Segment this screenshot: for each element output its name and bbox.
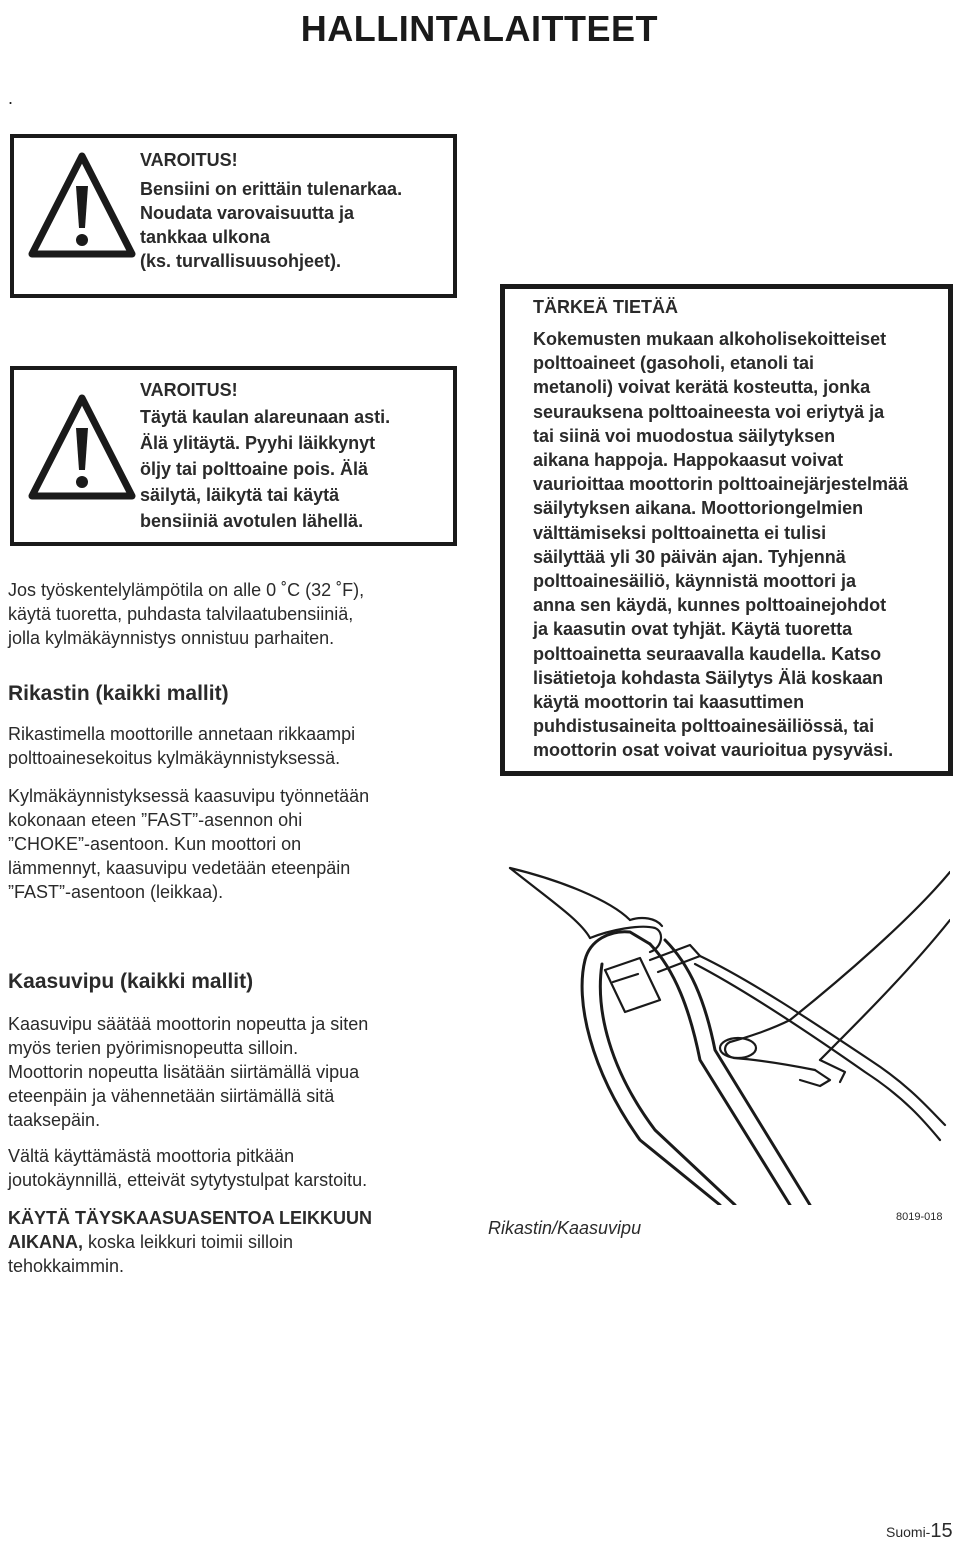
warning-box-filling	[10, 366, 457, 546]
info-text: Kokemusten mukaan alkoholisekoitteiset polttoaineet (gasoholi, etanoli tai metanoli) voivat kerätä kosteutta, jonka seurauksena polttoaineesta voi eriytyä ja tai siinä voi muodostua säilytyksen aikana happoja. Happokaasut voivat vaurioittaa moottorin polttoainejärjestelmää säilytyksen aikana. Moottoriongelmien välttämiseksi polttoainetta ei tulisi säilyttää yli 30 päivän ajan. Tyhjennä polttoainesäiliö, käynnistä moottori ja anna sen käydä, kunnes polttoainejohdot ja kaasutin ovat tyhjät. Käytä tuoretta polttoainetta seuraavalla kaudella. Katso lisätietoja kohdasta Säilytys Älä koskaan käytä moottorin tai kaasuttimen puhdistusaineita polttoainesäiliössä, tai moottorin osat voivat vaurioitua pysyväsi.	[533, 329, 909, 761]
choke-throttle-illustration	[490, 860, 950, 1205]
winter-fuel-paragraph: Jos työskentelylämpötila on alle 0 ˚C (32 ˚F), käytä tuoretta, puhdasta talvilaatubensiiniä, jolla kylmäkäynnistys onnistuu parhaiten.	[8, 580, 365, 648]
full-throttle-emphasis: KÄYTÄ TÄYSKAASUASENTOA LEIKKUUN AIKANA,	[8, 1208, 373, 1252]
choke-paragraph-2: Kylmäkäynnistyksessä kaasuvipu työnnetään kokonaan eteen ”FAST”-asennon ohi ”CHOKE”-asentoon. Kun moottori on lämmennyt, kaasuvipu vedetään eteenpäin ”FAST”-asentoon (leikkaa).	[8, 786, 370, 902]
warning-text: Bensiini on erittäin tulenarkaa. Noudata varovaisuutta ja tankkaa ulkona (ks. turvallisuusohjeet).	[140, 179, 403, 271]
full-throttle-rest: koska leikkuri toimii silloin tehokkaimmin.	[8, 1232, 294, 1276]
choke-heading: Rikastin (kaikki mallit)	[8, 682, 229, 705]
page-footer	[886, 1520, 953, 1543]
throttle-paragraph-3	[8, 1206, 478, 1278]
warning-text: Täytä kaulan alareunaan asti. Älä ylitäytä. Pyyhi läikkynyt öljy tai polttoaine pois. Älä säilytä, läikytä tai käytä bensiiniä avotulen lähellä.	[140, 407, 391, 531]
figure-caption: Rikastin/Kaasuvipu	[488, 1218, 642, 1238]
warning-title: VAROITUS!	[140, 150, 238, 170]
warning-triangle-icon	[26, 150, 138, 262]
page-number: 15	[930, 1520, 953, 1542]
throttle-paragraph-1: Kaasuvipu säätää moottorin nopeutta ja siten myös terien pyörimisnopeutta silloin. Moottorin nopeutta lisätään siirtämällä vipua eteenpäin ja vähennetään siirtämällä sitä taaksepäin.	[8, 1014, 369, 1130]
throttle-paragraph-2: Vältä käyttämästä moottoria pitkään joutokäynnillä, etteivät sytytystulpat karstoitu.	[8, 1146, 368, 1190]
throttle-heading: Kaasuvipu (kaikki mallit)	[8, 970, 254, 993]
page-title: HALLINTALAITTEET	[300, 8, 658, 49]
important-info-box	[500, 284, 953, 776]
warning-title: VAROITUS!	[140, 380, 238, 400]
stray-dot: .	[8, 88, 14, 108]
warning-box-fuel	[10, 134, 457, 298]
choke-paragraph-1: Rikastimella moottorille annetaan rikkaampi polttoainesekoitus kylmäkäynnistyksessä.	[8, 724, 356, 768]
info-title: TÄRKEÄ TIETÄÄ	[533, 297, 678, 317]
warning-triangle-icon	[26, 392, 138, 504]
footer-language: Suomi-	[886, 1524, 931, 1540]
figure-code: 8019-018	[896, 1211, 943, 1223]
